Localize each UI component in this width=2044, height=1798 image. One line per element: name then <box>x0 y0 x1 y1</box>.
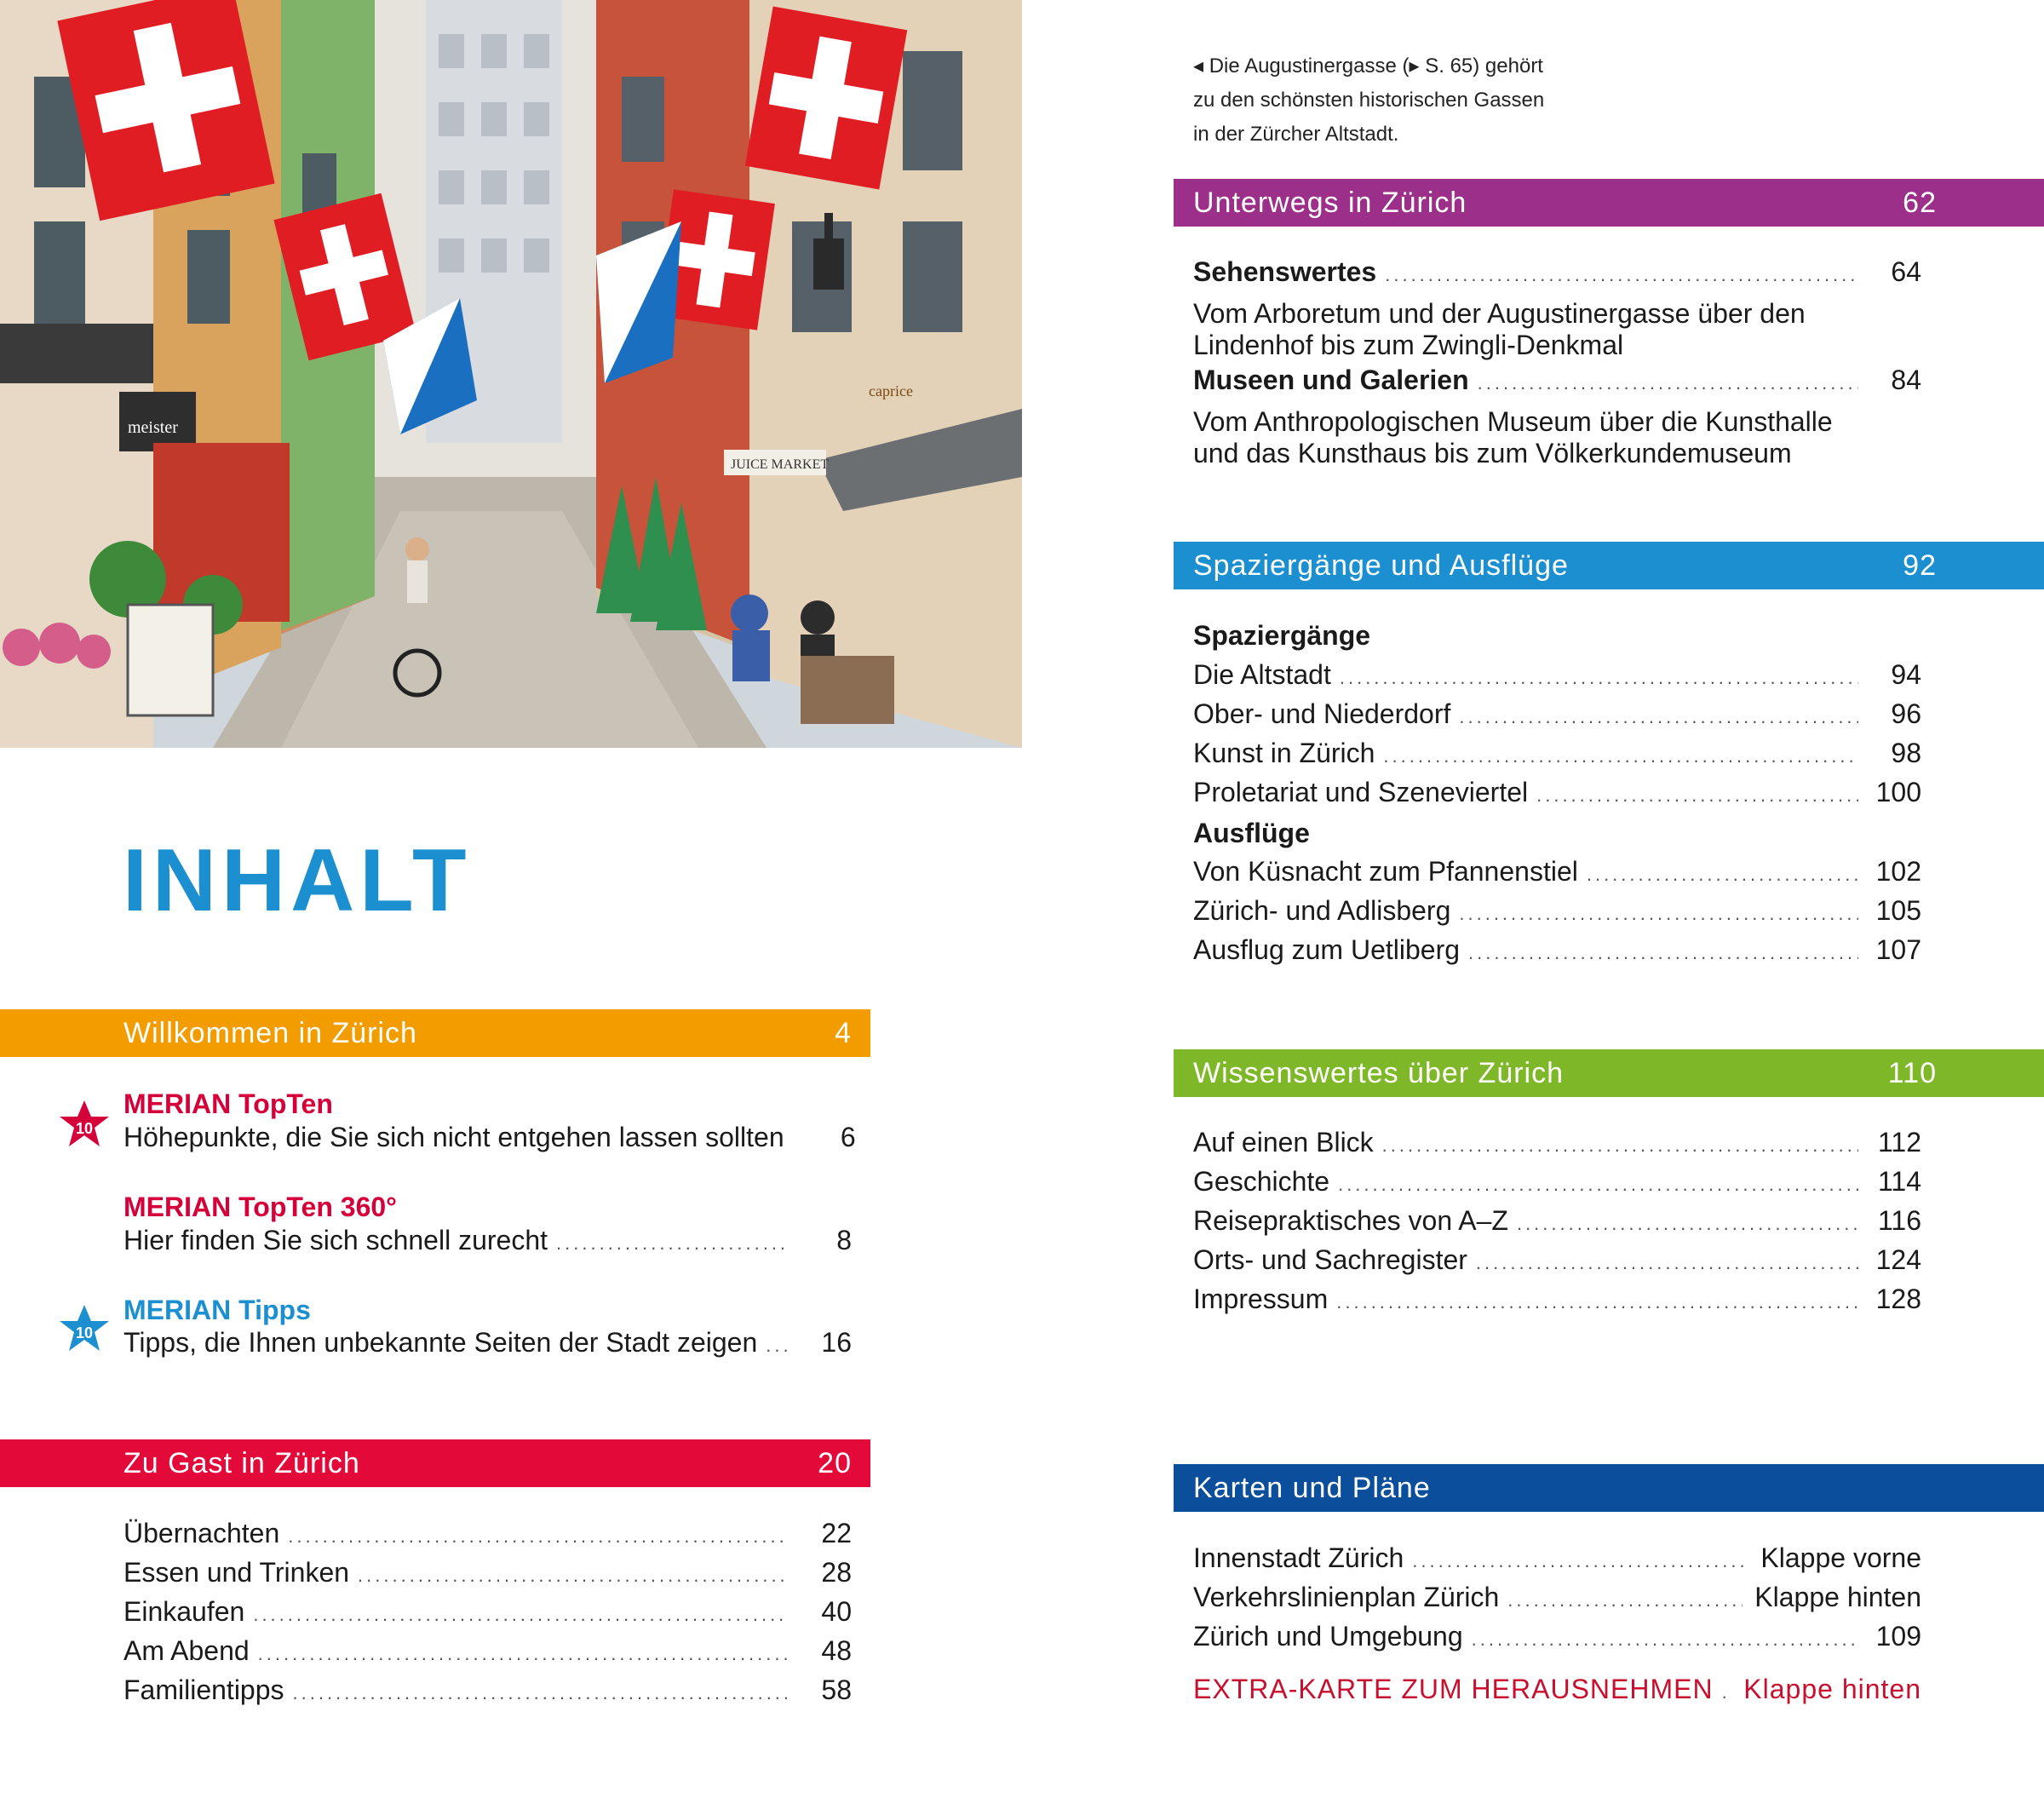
toc-description: Vom Anthropologischen Museum über die Kunsthalle und das Kunsthaus bis zum Völkerkundemuseum <box>1193 406 1833 468</box>
section-label: Willkommen in Zürich <box>123 1017 417 1049</box>
section-page: 20 <box>818 1447 852 1479</box>
toc-row[interactable]: Einkaufen ..... 40 <box>123 1596 852 1634</box>
tipps-star-icon <box>58 1303 111 1356</box>
toc-row[interactable]: Reisepraktisches von A–Z ..... 116 <box>1193 1205 1921 1243</box>
toc-row[interactable]: Die Altstadt ..... 94 <box>1193 659 1921 697</box>
toc-row-museen[interactable]: Museen und Galerien ..... 84 <box>1193 365 1921 402</box>
section-label: Karten und Pläne <box>1193 1472 1431 1504</box>
toc-row[interactable]: Kunst in Zürich ..... 98 <box>1193 738 1921 775</box>
merian-topten360-heading: MERIAN TopTen 360° <box>123 1192 397 1222</box>
page-title: INHALT <box>123 831 472 930</box>
section-label: Unterwegs in Zürich <box>1193 187 1467 219</box>
toc-row-extra-karte[interactable]: EXTRA-KARTE ZUM HERAUSNEHMEN ..... Klappe hinten <box>1193 1674 1921 1711</box>
section-bar-spaziergaenge[interactable] <box>1174 542 2044 589</box>
toc-row[interactable]: Geschichte ..... 114 <box>1193 1166 1921 1203</box>
svg-text:10: 10 <box>75 1120 94 1137</box>
toc-row[interactable]: Essen und Trinken ..... 28 <box>123 1557 852 1594</box>
toc-row-sehenswertes[interactable]: Sehenswertes ..... 64 <box>1193 256 1921 294</box>
subheading-ausfluege: Ausflüge <box>1193 818 1310 848</box>
toc-row[interactable]: Zürich und Umgebung ..... 109 <box>1193 1621 1921 1658</box>
toc-row[interactable]: Verkehrslinienplan Zürich ..... Klappe hinten <box>1193 1582 1921 1619</box>
section-bar-willkommen[interactable] <box>0 1009 870 1057</box>
toc-row-topten360[interactable]: Hier finden Sie sich schnell zurecht ..... 8 <box>123 1225 852 1262</box>
section-bar-karten[interactable] <box>1174 1464 2044 1512</box>
toc-row[interactable]: Familientipps ..... 58 <box>123 1674 852 1712</box>
toc-row[interactable]: Impressum ..... 128 <box>1193 1284 1921 1321</box>
toc-row[interactable]: Übernachten ..... 22 <box>123 1518 852 1555</box>
toc-description: Vom Arboretum und der Augustinergasse über den Lindenhof bis zum Zwingli-Denkmal <box>1193 298 1806 360</box>
section-label: Zu Gast in Zürich <box>123 1447 360 1479</box>
section-bar-unterwegs[interactable] <box>1174 179 2044 227</box>
toc-row[interactable]: Auf einen Blick ..... 112 <box>1193 1127 1921 1164</box>
merian-tipps-heading: MERIAN Tipps <box>123 1295 311 1325</box>
toc-row[interactable]: Ober- und Niederdorf ..... 96 <box>1193 698 1921 736</box>
toc-row[interactable]: Ausflug zum Uetliberg ..... 107 <box>1193 934 1921 972</box>
meister-sign: meister <box>128 418 178 437</box>
section-page: 62 <box>1903 187 1937 219</box>
toc-row-tipps[interactable]: Tipps, die Ihnen unbekannte Seiten der Stadt zeigen ..... 16 <box>123 1327 852 1364</box>
toc-row[interactable]: Am Abend ..... 48 <box>123 1635 852 1673</box>
merian-topten-heading: MERIAN TopTen <box>123 1089 333 1119</box>
toc-row[interactable]: Proletariat und Szeneviertel ..... 100 <box>1193 777 1921 814</box>
toc-row[interactable]: Innenstadt Zürich ..... Klappe vorne <box>1193 1542 1921 1580</box>
topten-star-icon <box>58 1099 111 1152</box>
juice-market-sign: JUICE MARKET <box>731 457 830 472</box>
street-photo <box>0 0 1022 748</box>
section-label: Wissenswertes über Zürich <box>1193 1057 1565 1089</box>
caprice-sign: caprice <box>869 382 913 399</box>
svg-text:10: 10 <box>75 1324 94 1341</box>
toc-row-topten[interactable]: Höhepunkte, die Sie sich nicht entgehen lassen sollten 6 <box>123 1122 856 1152</box>
section-bar-wissenswertes[interactable] <box>1174 1049 2044 1097</box>
toc-row[interactable]: Orts- und Sachregister ..... 124 <box>1193 1244 1921 1282</box>
section-page: 110 <box>1887 1057 1937 1089</box>
toc-row[interactable]: Von Küsnacht zum Pfannenstiel ..... 102 <box>1193 856 1921 893</box>
section-bar-zu-gast[interactable] <box>0 1439 870 1487</box>
toc-row[interactable]: Zürich- und Adlisberg ..... 105 <box>1193 895 1921 933</box>
photo-caption: ◂ Die Augustinergasse (▸ S. 65) gehört zu den schönsten historischen Gassen in der Zürcher Altstadt. <box>1193 55 1545 146</box>
section-label: Spaziergänge und Ausflüge <box>1193 549 1569 582</box>
section-page: 4 <box>835 1017 852 1049</box>
section-page: 92 <box>1903 549 1937 582</box>
subheading-spaziergaenge: Spaziergänge <box>1193 620 1371 651</box>
swiss-flag-3 <box>745 7 908 190</box>
